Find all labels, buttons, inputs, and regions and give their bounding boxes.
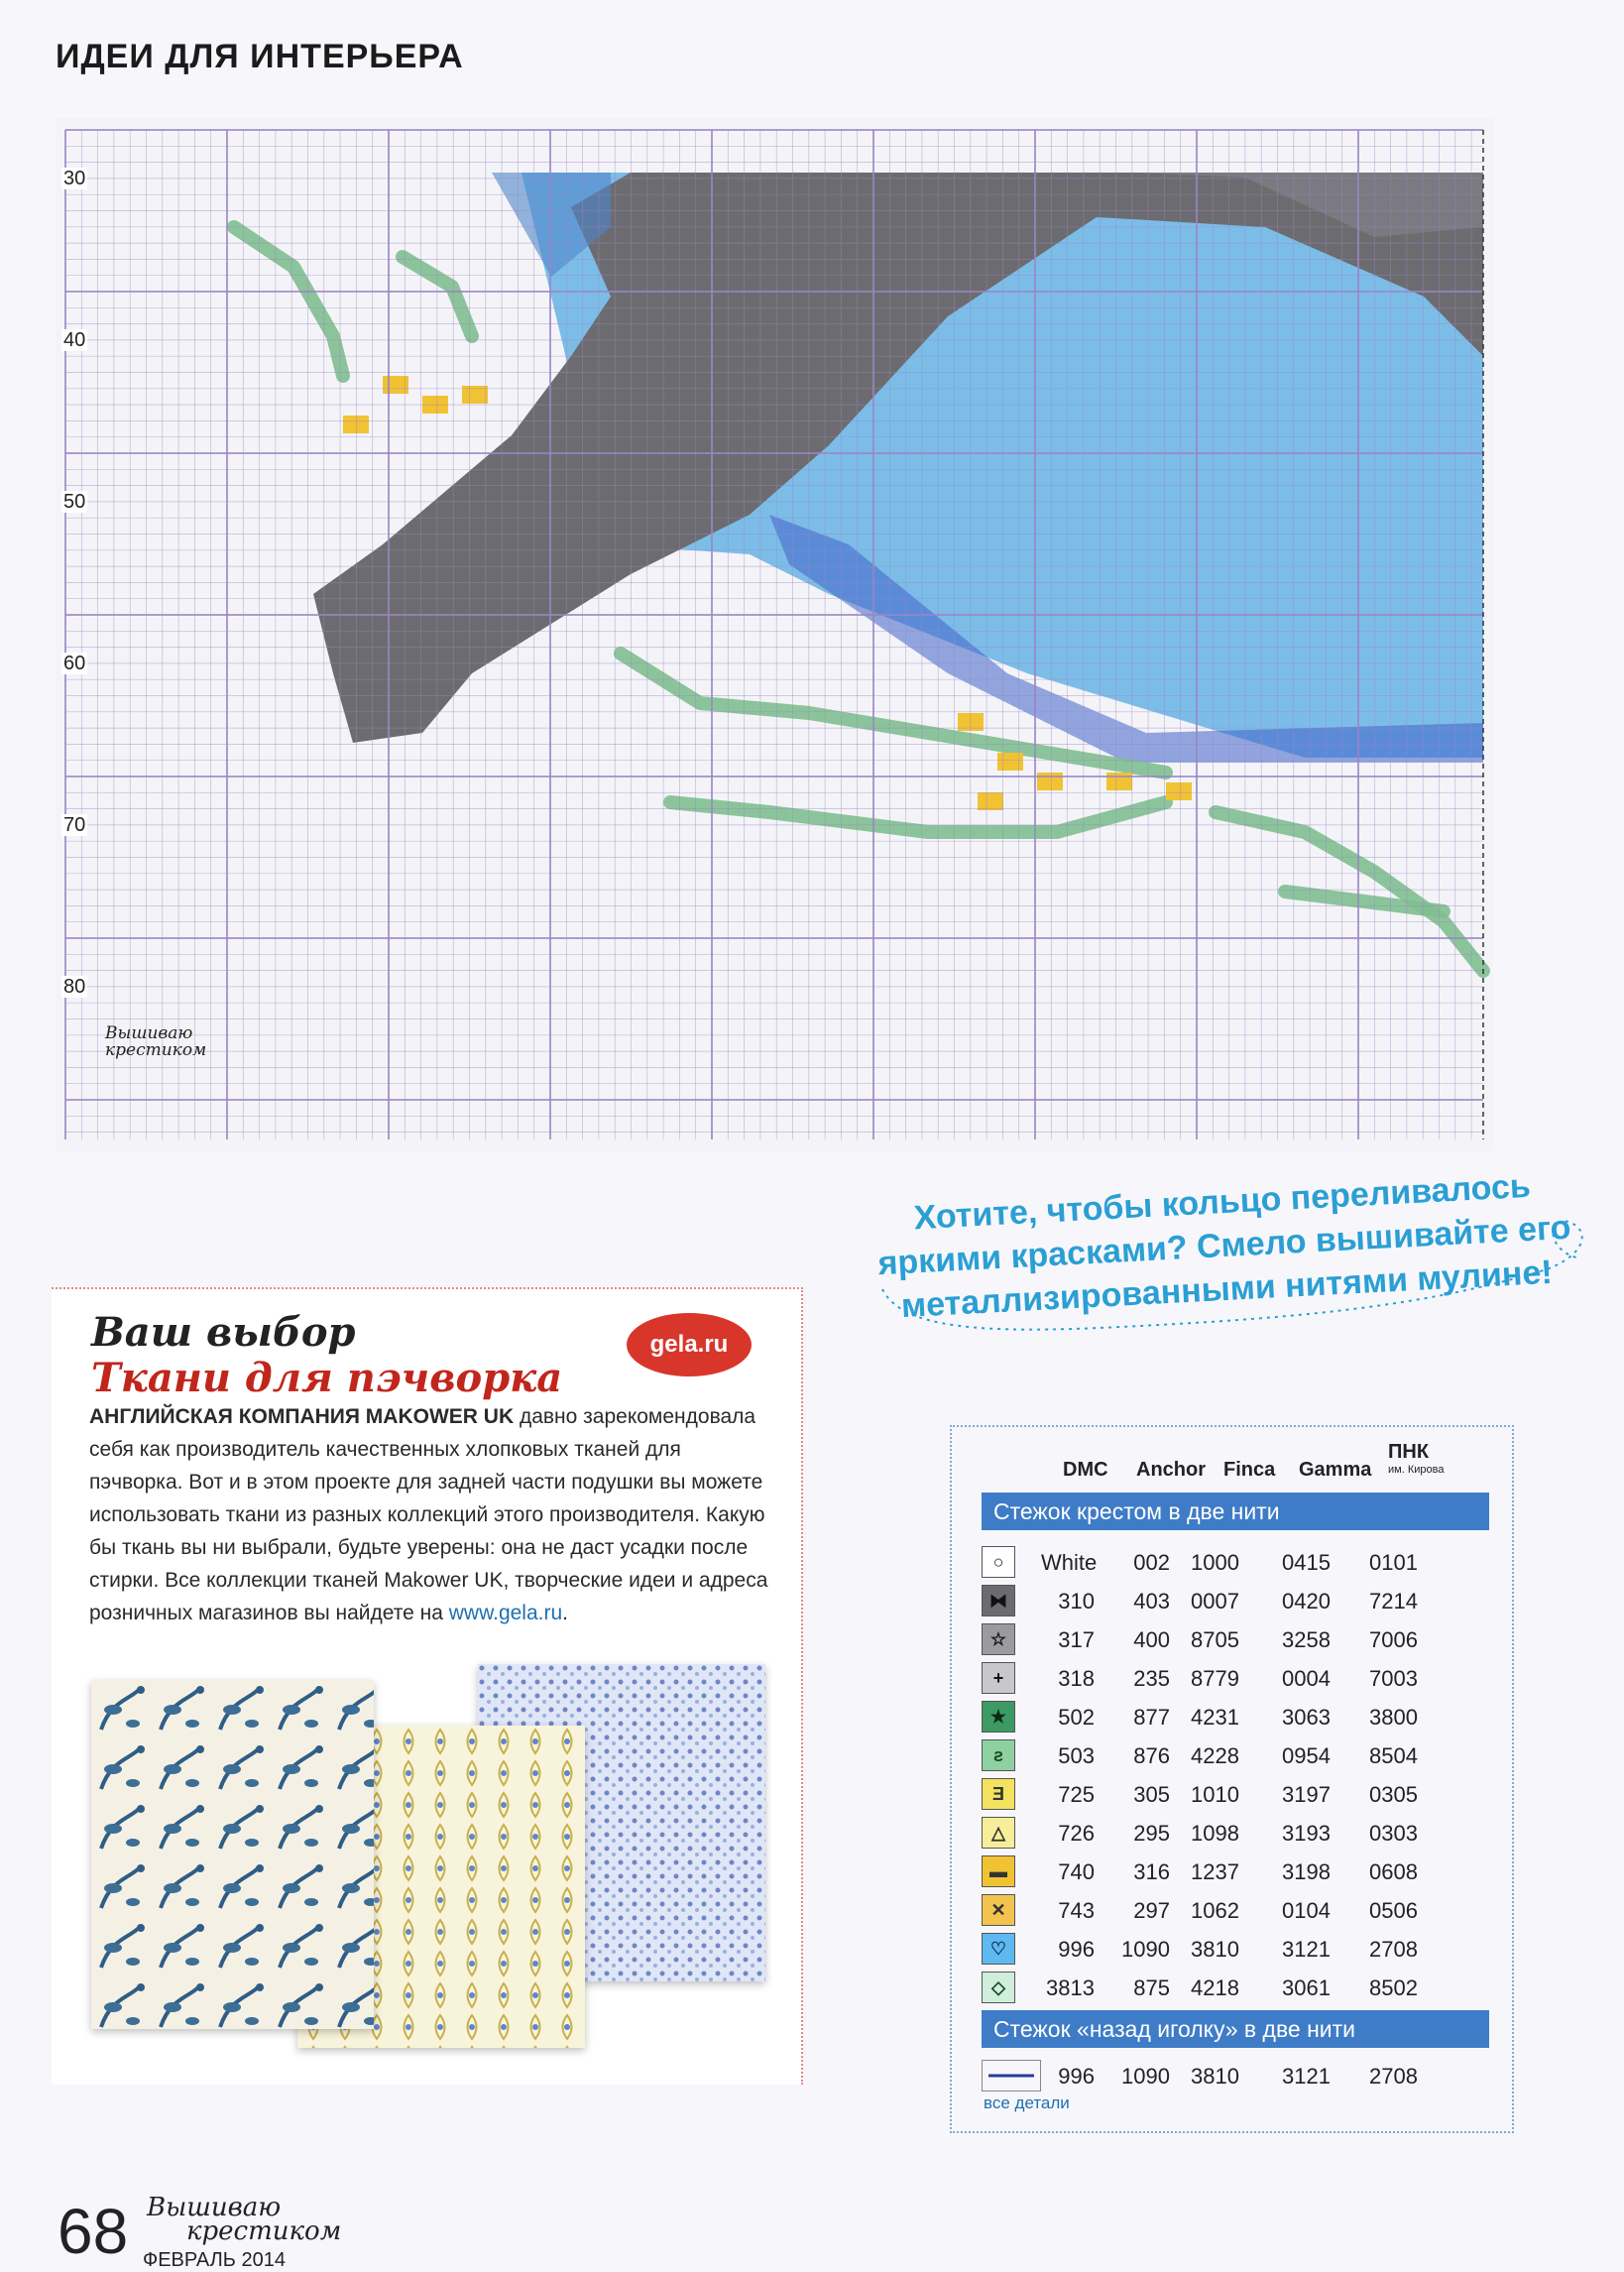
col-finca: Finca <box>1223 1459 1276 1481</box>
stitch-symbol-icon: ○ <box>982 1546 1015 1578</box>
pattern-grid <box>56 118 1493 1151</box>
tip-callout <box>863 1160 1596 1359</box>
callout-text: Хотите, чтобы кольцо переливалось яркими красками? Смело вышивайте его металлизированными нитями мулине! <box>876 1166 1572 1326</box>
row-label-30: 30 <box>63 168 86 189</box>
stitch-symbol-icon: ◇ <box>982 1972 1015 2003</box>
cross-stitch-pattern <box>56 118 1493 1151</box>
promo-body <box>89 1400 773 1629</box>
key-anchor: 1090 <box>1121 1937 1170 1962</box>
section-cross-stitch: Стежок крестом в две нити <box>982 1493 1489 1530</box>
key-gamma: 0004 <box>1282 1666 1331 1691</box>
key-pnk: 7003 <box>1369 1666 1418 1691</box>
key-pnk: 7006 <box>1369 1627 1418 1652</box>
promo-subtitle: Ткани для пэчворка <box>91 1355 563 1401</box>
flower-stitch <box>1106 773 1132 790</box>
key-gamma: 3197 <box>1282 1782 1331 1807</box>
key-gamma: 0954 <box>1282 1743 1331 1768</box>
stitch-symbol-icon: ƨ <box>982 1739 1015 1771</box>
back-anchor: 1090 <box>1121 2064 1170 2089</box>
stitch-symbol-icon: ☆ <box>982 1623 1015 1655</box>
stitch-symbol-icon: ★ <box>982 1701 1015 1733</box>
stitch-symbol-icon: ▬ <box>982 1855 1015 1887</box>
flower-stitch <box>1166 782 1192 800</box>
key-finca: 1098 <box>1191 1821 1239 1846</box>
col-pnk <box>1388 1441 1444 1476</box>
key-row <box>982 1581 1487 1619</box>
key-pnk: 0305 <box>1369 1782 1418 1807</box>
key-gamma: 3193 <box>1282 1821 1331 1846</box>
stitch-symbol-icon: ♡ <box>982 1933 1015 1965</box>
key-pnk: 7214 <box>1369 1589 1418 1614</box>
key-row <box>982 1852 1487 1890</box>
flower-stitch <box>997 753 1023 771</box>
gela-link[interactable]: www.gela.ru <box>448 1602 563 1624</box>
key-row <box>982 1542 1487 1581</box>
stitch-symbol-icon: ⧓ <box>982 1585 1015 1616</box>
brand-line-1: Вышиваю <box>147 2193 282 2222</box>
col-gamma: Gamma <box>1299 1459 1372 1481</box>
flower-stitch <box>343 416 369 433</box>
key-pnk: 8502 <box>1369 1975 1418 2000</box>
key-finca: 1237 <box>1191 1859 1239 1884</box>
key-gamma: 0415 <box>1282 1550 1331 1575</box>
key-pnk: 2708 <box>1369 1937 1418 1962</box>
key-dmc: 317 <box>1058 1627 1095 1652</box>
flower-stitch <box>978 792 1003 810</box>
key-pnk: 0608 <box>1369 1859 1418 1884</box>
col-dmc: DMC <box>1063 1459 1108 1481</box>
key-finca: 0007 <box>1191 1589 1239 1614</box>
key-dmc: 3813 <box>1046 1975 1095 2000</box>
stitch-symbol-icon: ✕ <box>982 1894 1015 1926</box>
section-header: ИДЕИ ДЛЯ ИНТЕРЬЕРА <box>56 38 464 75</box>
key-anchor: 877 <box>1133 1705 1170 1730</box>
promo-body-lead: АНГЛИЙСКАЯ КОМПАНИЯ MAKOWER UK <box>89 1405 515 1428</box>
key-anchor: 875 <box>1133 1975 1170 2000</box>
promo-body-end: . <box>562 1602 568 1624</box>
promo-box <box>52 1287 803 2085</box>
back-pnk: 2708 <box>1369 2064 1418 2089</box>
key-gamma: 3258 <box>1282 1627 1331 1652</box>
page-number: 68 <box>58 2196 129 2267</box>
back-gamma: 3121 <box>1282 2064 1331 2089</box>
key-gamma: 0420 <box>1282 1589 1331 1614</box>
key-dmc: 996 <box>1058 1937 1095 1962</box>
key-finca: 1010 <box>1191 1782 1239 1807</box>
key-row <box>982 1774 1487 1813</box>
key-row <box>982 1929 1487 1968</box>
fabric-swatch-toile-birds <box>91 1680 374 2029</box>
key-anchor: 400 <box>1133 1627 1170 1652</box>
key-finca: 4231 <box>1191 1705 1239 1730</box>
key-finca: 1000 <box>1191 1550 1239 1575</box>
flower-stitch <box>1037 773 1063 790</box>
key-anchor: 002 <box>1133 1550 1170 1575</box>
backstitch-line-icon <box>982 2060 1041 2092</box>
issue-date: ФЕВРАЛЬ 2014 <box>143 2249 286 2271</box>
color-key-table <box>950 1425 1514 2133</box>
key-finca: 3810 <box>1191 1937 1239 1962</box>
key-dmc: 318 <box>1058 1666 1095 1691</box>
key-anchor: 295 <box>1133 1821 1170 1846</box>
key-gamma: 3063 <box>1282 1705 1331 1730</box>
col-anchor: Anchor <box>1136 1459 1206 1481</box>
key-row <box>982 1619 1487 1658</box>
key-finca: 4218 <box>1191 1975 1239 2000</box>
promo-body-text: давно зарекомендовала себя как производитель качественных хлопковых тканей для пэчворка. Вот и в этом проекте для задней части подушки вы можете использовать ткани из разных коллекций этого производителя. Какую бы ткань вы ни выбрали, будьте уверены: она не даст усадки после стирки. Все коллекции тканей Makower UK, творческие идеи и адреса розничных магазинов вы найдете на <box>89 1405 768 1624</box>
key-footnote: все детали <box>984 2093 1070 2112</box>
key-anchor: 403 <box>1133 1589 1170 1614</box>
row-label-70: 70 <box>63 814 86 836</box>
key-row <box>982 1968 1487 2006</box>
key-pnk: 8504 <box>1369 1743 1418 1768</box>
key-gamma: 3121 <box>1282 1937 1331 1962</box>
key-row-backstitch <box>982 2056 1487 2094</box>
col-pnk-sub: им. Кирова <box>1388 1464 1445 1476</box>
stitch-symbol-icon: + <box>982 1662 1015 1694</box>
key-row <box>982 1697 1487 1735</box>
key-dmc: White <box>1041 1550 1098 1575</box>
back-dmc: 996 <box>1058 2064 1095 2089</box>
key-dmc: 725 <box>1058 1782 1095 1807</box>
key-finca: 8779 <box>1191 1666 1239 1691</box>
gela-logo: gela.ru <box>627 1313 752 1376</box>
key-dmc: 503 <box>1058 1743 1095 1768</box>
row-label-80: 80 <box>63 976 86 998</box>
key-row <box>982 1890 1487 1929</box>
row-label-50: 50 <box>63 491 86 513</box>
key-anchor: 297 <box>1133 1898 1170 1923</box>
promo-title: Ваш выбор <box>91 1309 356 1356</box>
magazine-brand <box>147 2193 342 2246</box>
back-finca: 3810 <box>1191 2064 1239 2089</box>
key-anchor: 235 <box>1133 1666 1170 1691</box>
key-dmc: 740 <box>1058 1859 1095 1884</box>
row-label-60: 60 <box>63 653 86 674</box>
key-gamma: 3061 <box>1282 1975 1331 2000</box>
key-row <box>982 1735 1487 1774</box>
key-anchor: 876 <box>1133 1743 1170 1768</box>
key-dmc: 743 <box>1058 1898 1095 1923</box>
key-gamma: 0104 <box>1282 1898 1331 1923</box>
key-gamma: 3198 <box>1282 1859 1331 1884</box>
key-finca: 4228 <box>1191 1743 1239 1768</box>
stitch-symbol-icon: △ <box>982 1817 1015 1849</box>
key-anchor: 305 <box>1133 1782 1170 1807</box>
row-label-40: 40 <box>63 329 86 351</box>
key-row <box>982 1658 1487 1697</box>
key-pnk: 0101 <box>1369 1550 1418 1575</box>
chart-watermark-logo: Вышиваю крестиком <box>105 1023 207 1060</box>
stitch-symbol-icon: Ǝ <box>982 1778 1015 1810</box>
key-dmc: 310 <box>1058 1589 1095 1614</box>
key-anchor: 316 <box>1133 1859 1170 1884</box>
col-pnk-label: ПНК <box>1388 1441 1430 1463</box>
key-pnk: 3800 <box>1369 1705 1418 1730</box>
key-pnk: 0303 <box>1369 1821 1418 1846</box>
key-finca: 8705 <box>1191 1627 1239 1652</box>
brand-line-2: крестиком <box>186 2216 342 2246</box>
key-dmc: 726 <box>1058 1821 1095 1846</box>
key-pnk: 0506 <box>1369 1898 1418 1923</box>
key-row <box>982 1813 1487 1852</box>
key-dmc: 502 <box>1058 1705 1095 1730</box>
section-backstitch: Стежок «назад иголку» в две нити <box>982 2010 1489 2048</box>
key-finca: 1062 <box>1191 1898 1239 1923</box>
